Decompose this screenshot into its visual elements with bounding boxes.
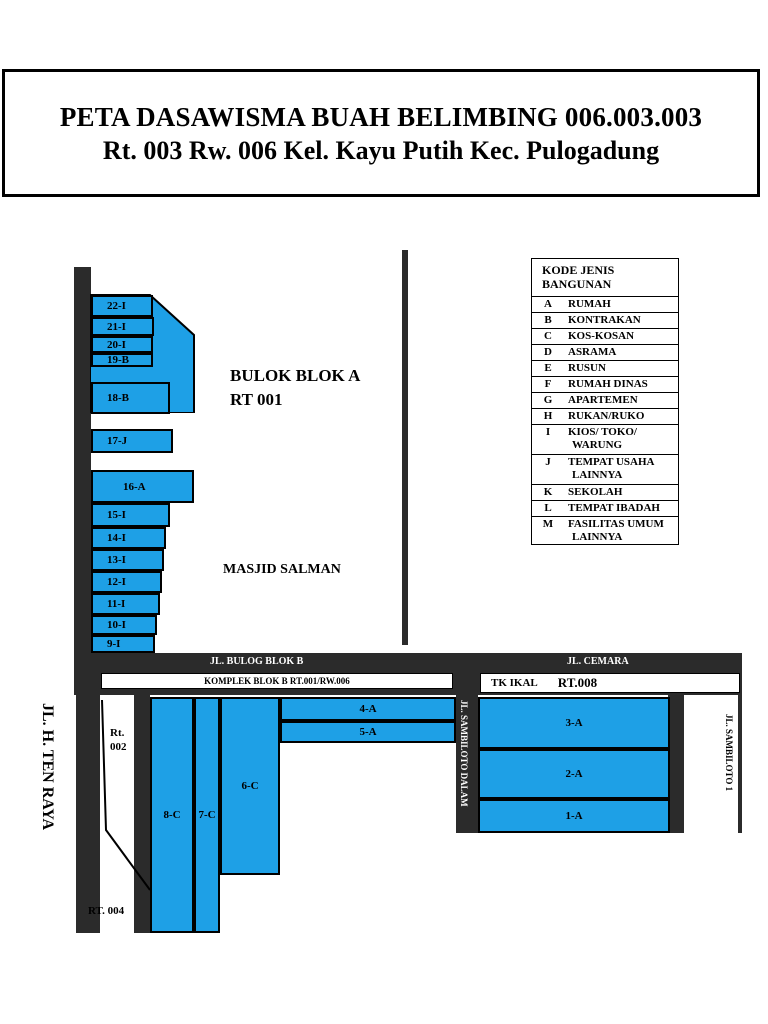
rt004-label: RT. 004 [88,905,125,917]
komplek-strip [101,673,453,689]
legend-code: B [544,314,552,326]
legend-heading-line1: KODE JENIS [542,263,615,277]
house-14: 14-I [91,527,166,549]
legend-name: KOS-KOSAN [568,330,635,342]
legend-heading [542,263,614,291]
legend-name: RUKAN/RUKO [568,410,645,422]
house-16: 16-A [91,470,194,503]
road-left-vertical [74,267,91,667]
legend-row [532,484,678,500]
rt002-diagonal [100,695,150,895]
legend-box [531,258,679,545]
house-1: 1-A [478,799,670,833]
legend-name: TEMPAT USAHA [568,456,655,468]
legend-row [532,516,678,546]
legend-name: LAINNYA [572,531,623,543]
street-ten-raya-label: JL. H. TEN RAYA [39,703,56,831]
map-subtitle: Rt. 003 Rw. 006 Kel. Kayu Putih Kec. Pulogadung [102,136,660,165]
street-bulog-label: JL. BULOG BLOK B [210,656,304,667]
legend-code: G [543,394,553,406]
legend-code: K [543,486,553,498]
legend-code: H [543,410,553,422]
house-21: 21-I [91,317,154,336]
street-sambiloto-dalam-label: JL. SAMBILOTO DALAM [459,700,469,807]
house-18: 18-B [91,382,170,414]
house-6: 6-C [220,697,280,875]
road-bulog [74,653,742,671]
road-sambiloto-1 [668,695,684,833]
house-8: 8-C [150,697,194,933]
legend-row [532,328,678,344]
legend-code: M [542,518,554,530]
legend-row [532,424,678,454]
house-22: 22-I [91,295,153,317]
legend-name: LAINNYA [572,469,623,481]
road-center-divider [402,250,408,645]
legend-name: KIOS/ TOKO/ [568,426,637,438]
rt002-label-line2: 002 [110,741,127,753]
legend-name: WARUNG [572,439,623,451]
house-13: 13-I [91,549,164,571]
legend-row [532,312,678,328]
house-15: 15-I [91,503,170,527]
house-4: 4-A [280,697,456,721]
legend-code: F [544,378,552,390]
house-5: 5-A [280,721,456,743]
masjid-label: MASJID SALMAN [223,562,341,577]
house-2: 2-A [478,749,670,799]
legend-code: J [545,456,551,468]
legend-name: TEMPAT IBADAH [568,502,660,514]
street-cemara-label: JL. CEMARA [567,656,629,667]
rt008-label: RT.008 [557,675,598,690]
map-title: PETA DASAWISMA BUAH BELIMBING 006.003.003 [59,102,703,132]
legend-row [532,376,678,392]
legend-name: SEKOLAH [568,486,623,498]
house-19: 19-B [91,353,153,367]
rt002-label-line1: Rt. [110,727,125,739]
legend-code: D [544,346,552,358]
legend-name: RUMAH DINAS [568,378,648,390]
legend-code: C [544,330,552,342]
legend-row [532,344,678,360]
tk-ikal-label: TK IKAL [491,677,538,689]
house-3: 3-A [478,697,670,749]
bulok-label: BULOK BLOK A [230,366,361,385]
house-20: 20-I [91,336,153,353]
legend-heading-line2: BANGUNAN [542,277,612,291]
legend-name: ASRAMA [568,346,617,358]
legend-code: E [544,362,552,374]
legend-row [532,454,678,484]
street-sambiloto-1-label: JL. SAMBILOTO 1 [724,714,734,792]
legend-name: KONTRAKAN [568,314,641,326]
legend-row [532,296,678,312]
house-17: 17-J [91,429,173,453]
house-9: 9-I [91,635,155,653]
legend-name: RUSUN [568,362,606,374]
legend-code: A [544,298,552,310]
legend-name: RUMAH [568,298,611,310]
road-ten-raya [76,695,100,933]
legend-row [532,360,678,376]
legend-row [532,408,678,424]
house-12: 12-I [91,571,162,593]
legend-code: I [545,426,551,438]
rt001-label: RT 001 [230,390,283,409]
house-10: 10-I [91,615,157,635]
legend-row [532,500,678,516]
legend-row [532,392,678,408]
title-box [2,69,760,197]
legend-code: L [544,502,552,514]
legend-name: APARTEMEN [568,394,638,406]
komplek-label: KOMPLEK BLOK B RT.001/RW.006 [204,676,350,686]
house-11: 11-I [91,593,160,615]
road-sambiloto-1-edge [738,695,742,833]
rt008-strip [480,673,740,693]
house-7: 7-C [194,697,220,933]
legend-name: FASILITAS UMUM [568,518,664,530]
